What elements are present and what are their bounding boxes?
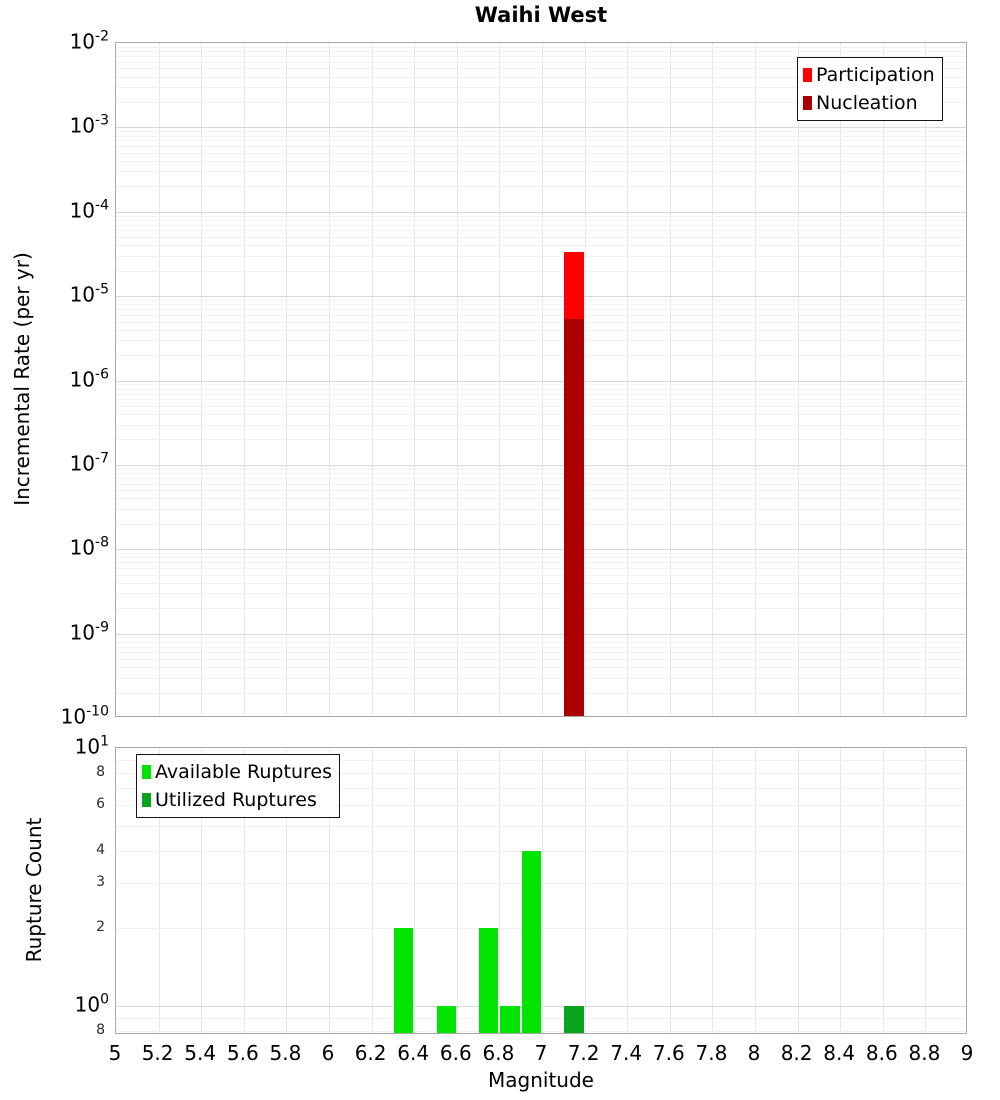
y-gridline-minor (116, 826, 966, 827)
y-gridline-minor (116, 498, 966, 499)
x-gridline (457, 748, 458, 1033)
y-tick-label: $10^{-8}$ (69, 534, 109, 560)
y-gridline-major (116, 212, 966, 213)
x-tick-label: 7.4 (610, 1041, 643, 1065)
x-gridline (201, 43, 202, 716)
x-tick-label: 6.2 (354, 1041, 387, 1065)
y-tick-label: $10^{-7}$ (69, 450, 109, 476)
x-gridline (627, 43, 628, 716)
y-gridline-minor (116, 399, 966, 400)
y-gridline-minor (116, 1031, 966, 1032)
y-gridline-minor (116, 524, 966, 525)
x-gridline (925, 748, 926, 1033)
x-tick-label: 5.6 (226, 1041, 259, 1065)
y-gridline-minor (116, 216, 966, 217)
y-gridline-minor (116, 568, 966, 569)
y-tick-label: $10^{-9}$ (69, 619, 109, 645)
bar-available-ruptures (479, 928, 498, 1034)
y-gridline-minor (116, 51, 966, 52)
y-gridline-minor (116, 330, 966, 331)
x-gridline (712, 748, 713, 1033)
y-gridline-minor (116, 140, 966, 141)
y-gridline-minor (116, 637, 966, 638)
y-gridline-minor (116, 557, 966, 558)
y-gridline-minor (116, 659, 966, 660)
y-minor-tick-label: 8 (96, 763, 105, 780)
x-axis-label: Magnitude (488, 1068, 594, 1092)
legend-item-nucleation (803, 89, 935, 117)
y-gridline-minor (116, 583, 966, 584)
x-gridline (372, 748, 373, 1033)
y-gridline-minor (116, 652, 966, 653)
y-gridline-minor (116, 389, 966, 390)
y-gridline-minor (116, 678, 966, 679)
x-tick-label: 5.4 (184, 1041, 217, 1065)
y-gridline-minor (116, 851, 966, 852)
y-tick-label: $10^{-6}$ (69, 366, 109, 392)
y-gridline-minor (116, 608, 966, 609)
y-gridline-minor (116, 322, 966, 323)
legend-label-utilized-ruptures: Utilized Ruptures (155, 789, 317, 811)
legend-top (797, 57, 943, 121)
x-gridline (542, 43, 543, 716)
y-gridline-minor (116, 642, 966, 643)
y-gridline-major (116, 549, 966, 550)
y-tick-label: $10^{-3}$ (69, 112, 109, 138)
x-tick-label: 8.8 (908, 1041, 941, 1065)
y-gridline-major (116, 465, 966, 466)
y-gridline-minor (116, 315, 966, 316)
x-tick-label: 8.4 (823, 1041, 856, 1065)
x-gridline (798, 43, 799, 716)
y-gridline-major (116, 296, 966, 297)
x-gridline (457, 43, 458, 716)
y-gridline-minor (116, 667, 966, 668)
x-tick-label: 7.6 (652, 1041, 685, 1065)
bar-available-ruptures (500, 1006, 519, 1034)
x-gridline (585, 748, 586, 1033)
y-gridline-minor (116, 153, 966, 154)
x-tick-label: 6.8 (482, 1041, 515, 1065)
y-gridline-minor (116, 220, 966, 221)
legend-bottom (136, 754, 340, 818)
x-gridline (329, 43, 330, 716)
x-gridline (925, 43, 926, 716)
x-tick-label: 7 (534, 1041, 548, 1065)
x-gridline (840, 748, 841, 1033)
legend-item-participation (803, 61, 935, 89)
y-tick-label: $10^{-10}$ (60, 703, 109, 729)
y-gridline-minor (116, 355, 966, 356)
y-tick-label: $10^{-5}$ (69, 281, 109, 307)
y-gridline-minor (116, 406, 966, 407)
y-gridline-minor (116, 1018, 966, 1019)
y-gridline-minor (116, 439, 966, 440)
x-tick-label: 5.8 (269, 1041, 302, 1065)
y-gridline-minor (116, 271, 966, 272)
y-gridline-minor (116, 384, 966, 385)
x-gridline (585, 43, 586, 716)
y-gridline-minor (116, 300, 966, 301)
x-gridline (670, 43, 671, 716)
y-minor-tick-label: 2 (96, 919, 105, 936)
y-tick-label: $10^{-4}$ (69, 197, 109, 223)
x-tick-label: 5.2 (141, 1041, 174, 1065)
legend-item-utilized-ruptures (142, 786, 332, 814)
legend-label-participation: Participation (816, 64, 935, 86)
available-ruptures-swatch-icon (142, 765, 151, 779)
y-gridline-minor (116, 562, 966, 563)
y-gridline-minor (116, 146, 966, 147)
x-tick-label: 5 (108, 1041, 122, 1065)
x-gridline (414, 748, 415, 1033)
legend-label-available-ruptures: Available Ruptures (155, 761, 332, 783)
y-gridline-minor (116, 414, 966, 415)
y-gridline-minor (116, 340, 966, 341)
x-tick-label: 8 (747, 1041, 761, 1065)
x-gridline (499, 43, 500, 716)
nucleation-swatch-icon (803, 96, 812, 110)
y-gridline-minor (116, 245, 966, 246)
y-gridline-minor (116, 304, 966, 305)
x-gridline (670, 748, 671, 1033)
y-tick-label: $10^{-2}$ (69, 28, 109, 54)
x-tick-label: 8.2 (780, 1041, 813, 1065)
bar-available-ruptures (394, 928, 413, 1034)
bar-nucleation (564, 319, 583, 717)
y-gridline-minor (116, 484, 966, 485)
x-gridline (159, 43, 160, 716)
y-gridline-minor (116, 553, 966, 554)
utilized-ruptures-swatch-icon (142, 793, 151, 807)
x-gridline (542, 748, 543, 1033)
y-gridline-minor (116, 136, 966, 137)
x-tick-label: 6 (321, 1041, 335, 1065)
x-tick-label: 7.8 (695, 1041, 728, 1065)
y-gridline-minor (116, 230, 966, 231)
x-gridline (883, 748, 884, 1033)
y-minor-tick-label: 6 (96, 796, 105, 813)
y-tick-label: $10^1$ (74, 733, 109, 759)
y-gridline-minor (116, 394, 966, 395)
y-gridline-minor (116, 425, 966, 426)
x-gridline (372, 43, 373, 716)
y-gridline-minor (116, 131, 966, 132)
x-gridline (755, 748, 756, 1033)
bar-utilized-ruptures (564, 1006, 583, 1034)
y-gridline-major (116, 127, 966, 128)
y-gridline-minor (116, 186, 966, 187)
y-gridline-minor (116, 171, 966, 172)
bar-available-ruptures (522, 851, 541, 1034)
participation-swatch-icon (803, 68, 812, 82)
x-tick-label: 8.6 (865, 1041, 898, 1065)
y-tick-label: $10^0$ (74, 991, 109, 1017)
x-tick-label: 6.4 (397, 1041, 430, 1065)
x-tick-label: 9 (960, 1041, 974, 1065)
y-gridline-major (116, 634, 966, 635)
x-tick-label: 6.6 (439, 1041, 472, 1065)
x-gridline (627, 748, 628, 1033)
legend-label-nucleation: Nucleation (816, 92, 918, 114)
y-gridline-minor (116, 490, 966, 491)
y-gridline-minor (116, 509, 966, 510)
y-gridline-minor (116, 309, 966, 310)
legend-item-available-ruptures (142, 758, 332, 786)
x-gridline (414, 43, 415, 716)
x-gridline (840, 43, 841, 716)
x-gridline (499, 748, 500, 1033)
x-gridline (755, 43, 756, 716)
x-gridline (712, 43, 713, 716)
y-gridline-minor (116, 928, 966, 929)
y-gridline-minor (116, 575, 966, 576)
y-gridline-minor (116, 883, 966, 884)
y-axis-label-bottom: Rupture Count (22, 817, 46, 963)
x-gridline (883, 43, 884, 716)
y-gridline-minor (116, 225, 966, 226)
y-gridline-minor (116, 256, 966, 257)
y-gridline-minor (116, 693, 966, 694)
y-gridline-minor (116, 161, 966, 162)
y-gridline-minor (116, 478, 966, 479)
y-gridline-minor (116, 593, 966, 594)
y-gridline-minor (116, 47, 966, 48)
y-minor-tick-label: 3 (96, 873, 105, 890)
x-gridline (286, 43, 287, 716)
chart-title: Waihi West (474, 3, 608, 27)
y-gridline-minor (116, 647, 966, 648)
x-gridline (798, 748, 799, 1033)
x-gridline (244, 43, 245, 716)
y-minor-tick-label: 4 (96, 841, 105, 858)
y-gridline-major (116, 381, 966, 382)
y-gridline-minor (116, 473, 966, 474)
x-tick-label: 7.2 (567, 1041, 600, 1065)
y-axis-label-top: Incremental Rate (per yr) (10, 252, 34, 506)
y-minor-tick-label: 8 (96, 1021, 105, 1038)
y-gridline-minor (116, 237, 966, 238)
bar-available-ruptures (437, 1006, 456, 1034)
y-gridline-minor (116, 469, 966, 470)
y-gridline-major (116, 1006, 966, 1007)
panel-top (115, 42, 967, 717)
